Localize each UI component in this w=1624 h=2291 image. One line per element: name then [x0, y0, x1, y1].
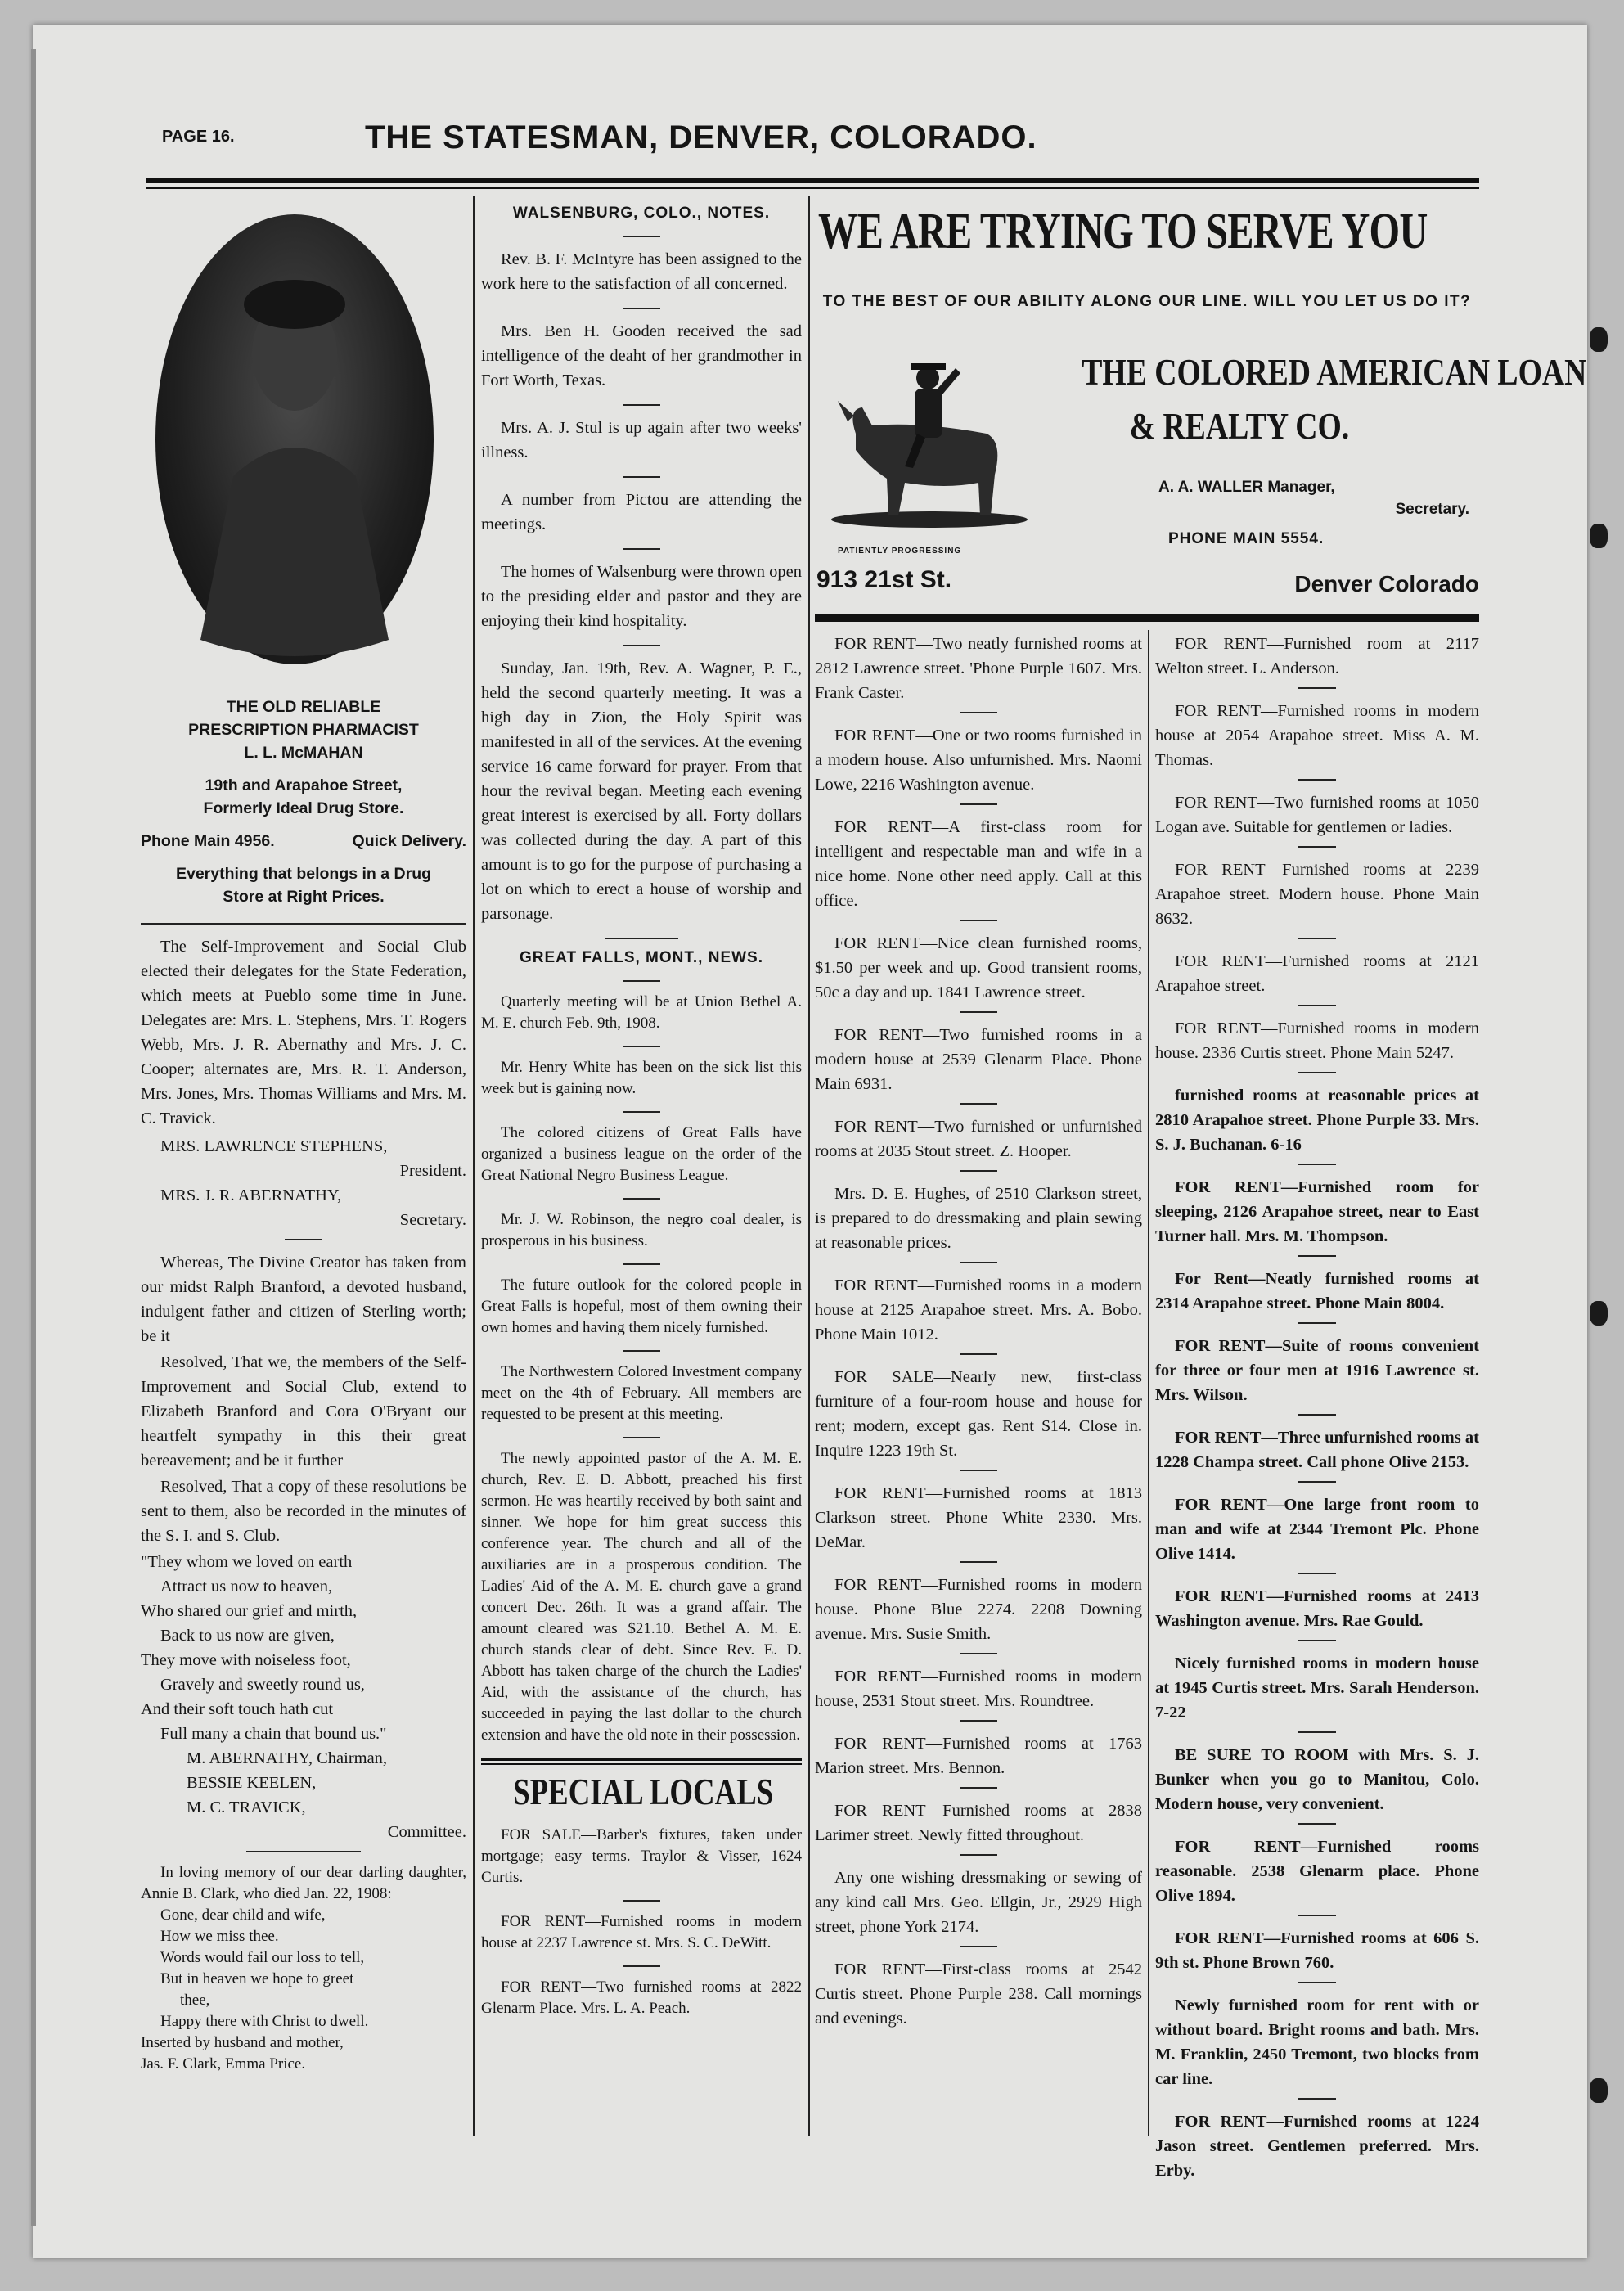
separator	[960, 1011, 997, 1013]
classified-ad: FOR RENT—Two neatly furnished rooms at 2812 Lawrence street. 'Phone Purple 1607. Mrs. Frank Caster.	[815, 635, 1142, 702]
classified-ad: FOR RENT—Furnished rooms in modern house, 2531 Stout street. Mrs. Roundtree.	[815, 1668, 1142, 1710]
memoriam-line: How we miss thee.	[160, 1928, 279, 1945]
column-divider-3	[1148, 630, 1149, 2136]
verse-line: And their soft touch hath cut	[141, 1700, 334, 1718]
binding-hole	[1590, 1301, 1608, 1326]
greatfalls-item: The newly appointed pastor of the A. M. E. church, Rev. E. D. Abbott, preached his first sermon. He was heartily received by both saint and sinner. We hope for him great success this conference year. The church and all of the auxiliaries are in a prosperous condition. The Ladies' Aid of the A. M. E. church gave a grand concert Dec. 26th. It was a grand affair. The amount cleared was $21.10. Bethel A. M. E. church stands clear of debt. Since Rev. E. D. Abbott has taken charge of the church the Ladies' Aid, with the assistance of the church, has succeeded in paying the last dollar to the church extension and have the old note in their possession.	[481, 1450, 802, 1744]
binding-hole	[1590, 524, 1608, 548]
pharmacy-ad	[141, 695, 466, 908]
separator	[960, 1470, 997, 1471]
classified-ad: FOR RENT—Furnished rooms at 1763 Marion street. Mrs. Bennon.	[815, 1735, 1142, 1777]
separator	[960, 1854, 997, 1856]
classified-ad: Any one wishing dressmaking or sewing of any kind call Mrs. Geo. Ellgin, Jr., 2929 High street, phone York 2174.	[815, 1869, 1142, 1936]
separator	[960, 1170, 997, 1172]
separator	[623, 1111, 660, 1113]
greatfalls-heading: GREAT FALLS, MONT., NEWS.	[519, 949, 764, 966]
ad-address: 913 21st St.	[816, 566, 952, 593]
separator	[1298, 1982, 1336, 1983]
separator	[1298, 1322, 1336, 1324]
classified-ad: FOR RENT—Two furnished rooms at 1050 Logan ave. Suitable for gentlemen or ladies.	[1155, 794, 1479, 836]
separator	[1298, 2098, 1336, 2100]
classified-ad: FOR RENT—One or two rooms furnished in a modern house. Also unfurnished. Mrs. Naomi Lowe, 2216 Washington avenue.	[815, 727, 1142, 794]
separator	[623, 1900, 660, 1902]
classified-ad: FOR RENT—One large front room to man and wife at 2344 Tremont Plc. Phone Olive 1414.	[1155, 1496, 1479, 1563]
classified-ad: FOR RENT—Furnished rooms at 1224 Jason street. Gentlemen preferred. Mrs. Erby.	[1155, 2113, 1479, 2180]
separator	[1298, 1731, 1336, 1733]
separator	[623, 1046, 660, 1047]
walsenburg-item: Rev. B. F. McIntyre has been assigned to the work here to the satisfaction of all concerned.	[481, 250, 802, 293]
paper-title: THE STATESMAN, DENVER, COLORADO.	[365, 119, 1037, 155]
loan-realty-ad	[815, 196, 1587, 610]
separator	[960, 920, 997, 921]
specials-rule-top-thin	[481, 1763, 802, 1765]
pharmacy-tagline1: Everything that belongs in a Drug	[175, 865, 432, 883]
column-1-body	[141, 934, 466, 2075]
separator	[1298, 1255, 1336, 1257]
committee-member: BESSIE KEELEN,	[187, 1774, 317, 1792]
ad-company-name	[1082, 345, 1587, 453]
club-signature-1-title: President.	[399, 1162, 466, 1180]
greatfalls-item: Quarterly meeting will be at Union Bethel A. M. E. church Feb. 9th, 1908.	[481, 993, 802, 1032]
column-4-classifieds	[1155, 632, 1479, 2183]
verse-line: Full many a chain that bound us."	[160, 1725, 387, 1743]
greatfalls-item: The future outlook for the colored people in Great Falls is hopeful, most of them owning their own homes and having them nicely furnished.	[481, 1276, 802, 1336]
verse-line: Who shared our grief and mirth,	[141, 1602, 358, 1620]
classified-ad: FOR RENT—Furnished rooms in a modern house at 2125 Arapahoe street. Mrs. A. Bobo. Phone Main 1012.	[815, 1276, 1142, 1344]
memoriam-line: Inserted by husband and mother,	[141, 2034, 344, 2051]
separator	[623, 645, 660, 646]
separator	[960, 1946, 997, 1947]
separator	[1298, 779, 1336, 781]
ad-manager-name: A. A. WALLER Manager,	[1158, 479, 1335, 496]
separator	[960, 1561, 997, 1563]
separator	[623, 1263, 660, 1265]
column-3-classifieds	[815, 632, 1142, 2031]
classified-ad: FOR RENT—Furnished rooms reasonable. 2538 Glenarm place. Phone Olive 1894.	[1155, 1838, 1479, 1905]
greatfalls-item: Mr. J. W. Robinson, the negro coal dealer, is prosperous in his business.	[481, 1211, 802, 1249]
pharmacist-portrait	[155, 214, 434, 664]
greatfalls-item: Mr. Henry White has been on the sick list this week but is gaining now.	[481, 1059, 802, 1097]
ad-manager	[1158, 476, 1469, 520]
classified-ad: FOR RENT—Furnished room at 2117 Welton street. L. Anderson.	[1155, 635, 1479, 677]
separator	[960, 803, 997, 805]
masthead	[0, 0, 1624, 196]
memoriam-intro: In loving memory of our dear darling daughter, Annie B. Clark, who died Jan. 22, 1908:	[141, 1864, 466, 1902]
pharmacy-address1: 19th and Arapahoe Street,	[205, 776, 403, 794]
pharmacy-name: L. L. McMAHAN	[244, 744, 363, 762]
classified-ad: For Rent—Neatly furnished rooms at 2314 Arapahoe street. Phone Main 8004.	[1155, 1270, 1479, 1312]
walsenburg-item: Sunday, Jan. 19th, Rev. A. Wagner, P. E., held the second quarterly meeting. It was a high day in Zion, the Holy Spirit was manifested in all of the services. At the evening service 16 came forward for prayer. From that hour the revival began. Meeting each evening great interest is exercised by all. Forty dollars was collected during the day. A part of this amount is to go for the purpose of purchasing a lot on which to erect a house of worship and parsonage.	[481, 659, 802, 923]
classified-ad: FOR RENT—Suite of rooms convenient for three or four men at 1916 Lawrence st. Mrs. Wilson.	[1155, 1337, 1479, 1404]
classified-ad: FOR RENT—Furnished rooms at 2121 Arapahoe street.	[1155, 952, 1479, 995]
page-edge-shadow	[31, 49, 36, 2226]
separator	[1298, 938, 1336, 939]
classified-ad: FOR RENT—Two furnished or unfurnished rooms at 2035 Stout street. Z. Hooper.	[815, 1118, 1142, 1160]
classified-ad: FOR RENT—Furnished rooms at 2413 Washington avenue. Mrs. Rae Gould.	[1155, 1587, 1479, 1630]
binding-hole	[1590, 327, 1608, 352]
separator	[623, 1350, 660, 1352]
masthead-rule-thin	[146, 187, 1479, 189]
resolution-2: Resolved, That a copy of these resolutions be sent to them, also be recorded in the minutes of the S. I. and S. Club.	[141, 1478, 466, 1545]
classified-ad: FOR RENT—Furnished rooms at 2239 Arapahoe street. Modern house. Phone Main 8632.	[1155, 861, 1479, 928]
separator	[960, 1653, 997, 1654]
mule-rider-illustration	[823, 344, 1036, 548]
separator	[1298, 1005, 1336, 1006]
classified-ad: Mrs. D. E. Hughes, of 2510 Clarkson street, is prepared to do dressmaking and plain sewing at reasonable prices.	[815, 1185, 1142, 1252]
ad-motto: PATIENTLY PROGRESSING	[838, 547, 962, 556]
ad-headline: WE ARE TRYING TO SERVE YOU	[818, 204, 1428, 259]
pharmacy-rule	[141, 923, 466, 925]
separator	[623, 980, 660, 982]
classified-ad: Newly furnished room for rent with or without board. Bright rooms and bath. Mrs. M. Franklin, 2450 Tremont, two blocks from car line.	[1155, 1996, 1479, 2088]
separator	[1298, 1164, 1336, 1165]
separator	[1298, 1573, 1336, 1574]
separator	[1298, 1072, 1336, 1073]
separator	[960, 1787, 997, 1789]
page-number: PAGE 16.	[162, 128, 235, 146]
classified-ad: FOR RENT—Furnished rooms in modern house. Phone Blue 2274. 2208 Downing avenue. Mrs. Susie Smith.	[815, 1576, 1142, 1643]
classified-ad: FOR RENT—Furnished rooms in modern house. 2336 Curtis street. Phone Main 5247.	[1155, 1019, 1479, 1062]
verse-line: They move with noiseless foot,	[141, 1651, 351, 1669]
memoriam-line: But in heaven we hope to greet	[160, 1970, 354, 1987]
resolution-1: Resolved, That we, the members of the Self-Improvement and Social Club, extend to Elizabeth Branford and Cora O'Bryant our heartfelt sympathy in this their great bereavement; and be it further	[141, 1353, 466, 1470]
specials-rule-top	[481, 1758, 802, 1761]
classified-ad: FOR RENT—Three unfurnished rooms at 1228 Champa street. Call phone Olive 2153.	[1155, 1429, 1479, 1471]
walsenburg-item: Mrs. A. J. Stul is up again after two weeks' illness.	[481, 419, 802, 461]
pharmacy-line2: PRESCRIPTION PHARMACIST	[188, 721, 419, 739]
masthead-rule	[146, 178, 1479, 183]
separator	[246, 1851, 361, 1852]
club-paragraph: The Self-Improvement and Social Club elected their delegates for the State Federation, which meets at Pueblo some time in June. Delegates are: Mrs. L. Stephens, Mrs. T. Rogers Webb, Mrs. J. R. Abernathy and Mrs. J. C. Cooper; alternates are, Mrs. R. T. Anderson, Mrs. Jones, Mrs. Thomas Williams and Mrs. M. C. Travick.	[141, 938, 466, 1127]
ad-city: Denver Colorado	[1294, 571, 1479, 596]
committee-label: Committee.	[387, 1823, 466, 1841]
classified-ad: FOR RENT—Furnished rooms in modern house at 2054 Arapahoe street. Miss A. M. Thomas.	[1155, 702, 1479, 769]
walsenburg-heading: WALSENBURG, COLO., NOTES.	[512, 205, 771, 222]
classified-ad: FOR RENT—Furnished rooms at 2838 Larimer street. Newly fitted throughout.	[815, 1802, 1142, 1844]
committee-member: M. C. TRAVICK,	[187, 1798, 306, 1816]
memoriam-line: Words would fail our loss to tell,	[160, 1949, 365, 1966]
separator	[623, 404, 660, 406]
separator	[285, 1239, 322, 1240]
special-local-item: FOR SALE—Barber's fixtures, taken under mortgage; easy terms. Traylor & Visser, 1624 Curtis.	[481, 1826, 802, 1886]
committee-member: M. ABERNATHY, Chairman,	[187, 1749, 388, 1767]
column-2-body	[481, 201, 802, 2031]
portrait-figure	[155, 214, 434, 664]
column-divider-1	[473, 196, 475, 2136]
separator	[623, 1437, 660, 1438]
separator	[623, 1198, 660, 1200]
separator	[623, 476, 660, 478]
pharmacy-contact-row	[141, 830, 466, 853]
memoriam-line: Happy there with Christ to dwell.	[160, 2013, 369, 2030]
greatfalls-item: The colored citizens of Great Falls have organized a business league on the order of the Great National Negro Business League.	[481, 1124, 802, 1184]
memoriam-block	[141, 1862, 466, 2075]
column-divider-2	[808, 196, 810, 2136]
verse-line: "They whom we loved on earth	[141, 1553, 353, 1571]
ad-subheadline: TO THE BEST OF OUR ABILITY ALONG OUR LINE. WILL YOU LET US DO IT?	[822, 293, 1472, 310]
pharmacy-line1: THE OLD RELIABLE	[226, 698, 381, 716]
verse-line: Back to us now are given,	[160, 1627, 335, 1645]
classified-ad: FOR RENT—A first-class room for intelligent and respectable man and wife in a nice home. None other need apply. Call at this office.	[815, 818, 1142, 910]
pharmacy-phone: Phone Main 4956.	[141, 832, 275, 850]
classified-ad: FOR RENT—First-class rooms at 2542 Curtis street. Phone Purple 238. Call mornings and evenings.	[815, 1960, 1142, 2028]
separator	[623, 1965, 660, 1967]
separator	[960, 1103, 997, 1105]
separator	[960, 712, 997, 713]
classified-ad: BE SURE TO ROOM with Mrs. S. J. Bunker when you go to Manitou, Colo. Modern house, very convenient.	[1155, 1746, 1479, 1813]
special-local-item: FOR RENT—Two furnished rooms at 2822 Glenarm Place. Mrs. L. A. Peach.	[481, 1978, 802, 2017]
specials-block	[481, 1825, 802, 2019]
walsenburg-item: The homes of Walsenburg were thrown open to the presiding elder and pastor and they are enjoying their kind hospitality.	[481, 563, 802, 630]
separator	[1298, 1481, 1336, 1483]
walsenburg-item: Mrs. Ben H. Gooden received the sad intelligence of the deaht of her grandmother in Fort Worth, Texas.	[481, 322, 802, 389]
walsenburg-item: A number from Pictou are attending the meetings.	[481, 491, 802, 533]
classified-ad: FOR RENT—Furnished rooms at 606 S. 9th st. Phone Brown 760.	[1155, 1929, 1479, 1972]
memoriam-line: Gone, dear child and wife,	[160, 1906, 326, 1924]
separator	[960, 1262, 997, 1263]
classified-ad: FOR SALE—Nearly new, first-class furniture of a four-room house and house for rent; modern, except gas. Rent $14. Close in. Inquire 1223 19th St.	[815, 1368, 1142, 1460]
ad-phone: PHONE MAIN 5554.	[1168, 530, 1325, 547]
separator	[623, 548, 660, 550]
separator	[960, 1720, 997, 1722]
pharmacy-address2: Formerly Ideal Drug Store.	[203, 799, 404, 817]
ad-company-line1: THE COLORED AMERICAN LOAN	[1082, 351, 1587, 393]
club-signature-2-name: MRS. J. R. ABERNATHY,	[160, 1186, 342, 1204]
separator	[623, 308, 660, 309]
classified-ad: FOR RENT—Nice clean furnished rooms, $1.50 per week and up. Good transient rooms, 50c a day and up. 1841 Lawrence street.	[815, 934, 1142, 1001]
separator	[1298, 687, 1336, 689]
special-locals-heading: SPECIAL LOCALS	[513, 1771, 774, 1812]
ad-company-line2: & REALTY CO.	[1129, 405, 1350, 447]
separator	[1298, 1823, 1336, 1825]
greatfalls-item: The Northwestern Colored Investment company meet on the 4th of February. All members are requested to be present at this meeting.	[481, 1363, 802, 1423]
separator	[1298, 1915, 1336, 1916]
classified-ad: FOR RENT—Two furnished rooms in a modern house at 2539 Glenarm Place. Phone Main 6931.	[815, 1026, 1142, 1093]
separator	[605, 938, 678, 939]
separator	[1298, 1640, 1336, 1641]
binding-hole	[1590, 2078, 1608, 2103]
ad-manager-secretary: Secretary.	[1395, 501, 1469, 518]
classified-ad: Nicely furnished rooms in modern house at 1945 Curtis street. Mrs. Sarah Henderson. 7-22	[1155, 1654, 1479, 1722]
classified-ad: FOR RENT—Furnished rooms at 1813 Clarkson street. Phone White 2330. Mrs. DeMar.	[815, 1484, 1142, 1551]
pharmacy-tagline2: Store at Right Prices.	[223, 888, 385, 906]
club-signature-1-name: MRS. LAWRENCE STEPHENS,	[160, 1137, 388, 1155]
memoriam-line: Jas. F. Clark, Emma Price.	[141, 2055, 306, 2073]
separator	[1298, 1414, 1336, 1416]
separator	[1298, 846, 1336, 848]
resolution-whereas: Whereas, The Divine Creator has taken from our midst Ralph Branford, a devoted husband, indulgent father and citizen of Sterling worth; be it	[141, 1254, 466, 1345]
separator	[623, 236, 660, 237]
greatfalls-block	[481, 992, 802, 1746]
verse-line: Attract us now to heaven,	[160, 1578, 333, 1596]
memoriam-line: thee,	[180, 1992, 210, 2009]
ad-bottom-rule	[815, 614, 1479, 622]
club-signature-2-title: Secretary.	[399, 1211, 466, 1229]
classified-ad: furnished rooms at reasonable prices at 2810 Arapahoe street. Phone Purple 33. Mrs. S. J. Buchanan. 6-16	[1155, 1087, 1479, 1154]
pharmacy-delivery: Quick Delivery.	[352, 832, 466, 850]
verse-line: Gravely and sweetly round us,	[160, 1676, 365, 1694]
special-local-item: FOR RENT—Furnished rooms in modern house at 2237 Lawrence st. Mrs. S. C. DeWitt.	[481, 1913, 802, 1951]
separator	[960, 1353, 997, 1355]
classified-ad: FOR RENT—Furnished room for sleeping, 2126 Arapahoe street, near to East Turner hall. Mrs. M. Thompson.	[1155, 1178, 1479, 1245]
